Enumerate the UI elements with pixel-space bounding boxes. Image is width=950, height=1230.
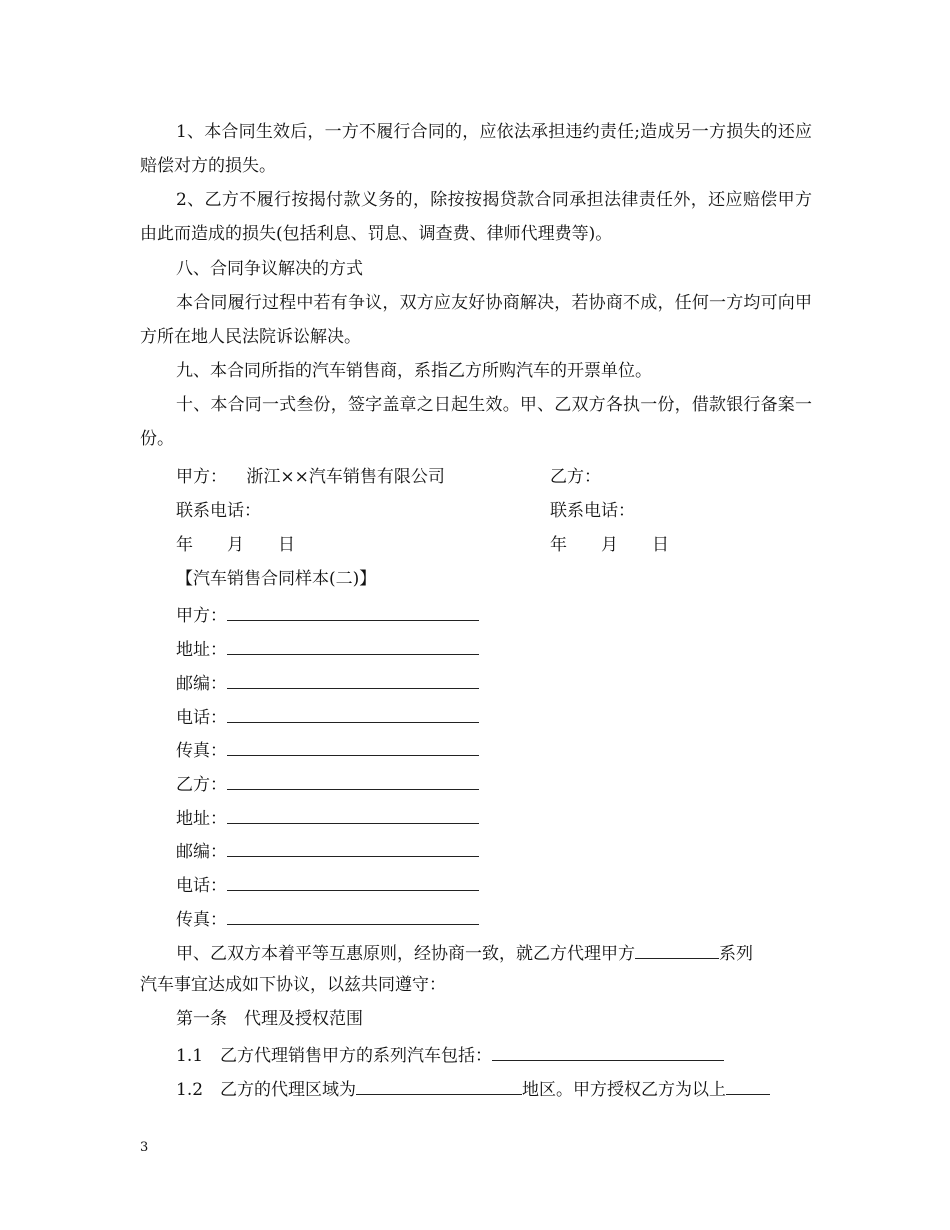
form-field bbox=[176, 872, 479, 897]
form-field bbox=[176, 636, 479, 661]
form-field bbox=[176, 704, 479, 729]
paragraph-dispute: 本合同履行过程中若有争议，双方应友好协商解决，若协商不成，任何一方均可向甲方所在地人民法院诉讼解决。 bbox=[140, 293, 812, 347]
party-b-date: 年 月 日 bbox=[550, 535, 669, 555]
clause-text-end: 地区。甲方授权乙方为以上 bbox=[522, 1080, 727, 1100]
section-title: 【汽车销售合同样本(二)】 bbox=[176, 569, 377, 589]
blank-line bbox=[227, 602, 479, 621]
field-label: 电话： bbox=[176, 876, 227, 896]
form-field bbox=[176, 838, 479, 863]
agreement-intro bbox=[176, 940, 753, 965]
blank-line bbox=[227, 737, 479, 756]
blank-line bbox=[227, 805, 479, 824]
intro-text: 甲、乙双方本着平等互惠原则，经协商一致，就乙方代理甲方 bbox=[176, 944, 635, 964]
blank-line bbox=[635, 940, 719, 959]
party-a-label: 甲方： bbox=[176, 467, 227, 487]
party-a-signature bbox=[176, 466, 445, 488]
intro-text-end: 系列 bbox=[719, 944, 753, 964]
blank-line bbox=[227, 670, 479, 689]
form-field bbox=[176, 805, 479, 830]
blank-line bbox=[356, 1076, 522, 1095]
field-label: 邮编： bbox=[176, 842, 227, 862]
field-label: 地址： bbox=[176, 809, 227, 829]
field-label: 乙方： bbox=[176, 775, 227, 795]
clause-1-2 bbox=[176, 1076, 770, 1101]
blank-line bbox=[227, 872, 479, 891]
article-one-heading: 第一条 代理及授权范围 bbox=[176, 1009, 363, 1029]
party-a-phone: 联系电话： bbox=[176, 501, 261, 521]
party-a-name: 浙江××汽车销售有限公司 bbox=[246, 467, 445, 487]
field-label: 地址： bbox=[176, 640, 227, 660]
field-label: 甲方： bbox=[176, 606, 227, 626]
blank-line bbox=[227, 771, 479, 790]
clause-text: 1.1 乙方代理销售甲方的系列汽车包括： bbox=[176, 1046, 493, 1066]
party-b-phone: 联系电话： bbox=[550, 501, 635, 521]
field-label: 传真： bbox=[176, 741, 227, 761]
party-a-date: 年 月 日 bbox=[176, 535, 295, 555]
field-label: 传真： bbox=[176, 910, 227, 930]
paragraph-dealer-definition: 九、本合同所指的汽车销售商，系指乙方所购汽车的开票单位。 bbox=[176, 361, 652, 381]
blank-line bbox=[227, 838, 479, 857]
blank-line bbox=[227, 906, 479, 925]
form-field bbox=[176, 906, 479, 931]
paragraph-liability: 1、本合同生效后，一方不履行合同的，应依法承担违约责任;造成另一方损失的还应赔偿对方的损失。 bbox=[140, 122, 812, 176]
form-field bbox=[176, 670, 479, 695]
heading-dispute-resolution: 八、合同争议解决的方式 bbox=[176, 259, 363, 279]
field-label: 邮编： bbox=[176, 674, 227, 694]
blank-line bbox=[227, 704, 479, 723]
agreement-intro-line2: 汽车事宜达成如下协议，以兹共同遵守： bbox=[140, 975, 446, 995]
form-field bbox=[176, 737, 479, 762]
paragraph-copies: 十、本合同一式叁份，签字盖章之日起生效。甲、乙双方各执一份，借款银行备案一份。 bbox=[140, 395, 812, 449]
blank-line bbox=[726, 1076, 770, 1095]
page-number: 3 bbox=[140, 1140, 149, 1155]
form-field bbox=[176, 602, 479, 627]
party-b-label: 乙方： bbox=[550, 467, 601, 487]
clause-1-1 bbox=[176, 1042, 724, 1067]
paragraph-mortgage-default: 2、乙方不履行按揭付款义务的，除按按揭贷款合同承担法律责任外，还应赔偿甲方由此而造成的损失(包括利息、罚息、调查费、律师代理费等)。 bbox=[140, 190, 812, 244]
field-label: 电话： bbox=[176, 708, 227, 728]
form-field bbox=[176, 771, 479, 796]
blank-line bbox=[492, 1042, 724, 1061]
blank-line bbox=[227, 636, 479, 655]
clause-text: 1.2 乙方的代理区域为 bbox=[176, 1080, 357, 1100]
